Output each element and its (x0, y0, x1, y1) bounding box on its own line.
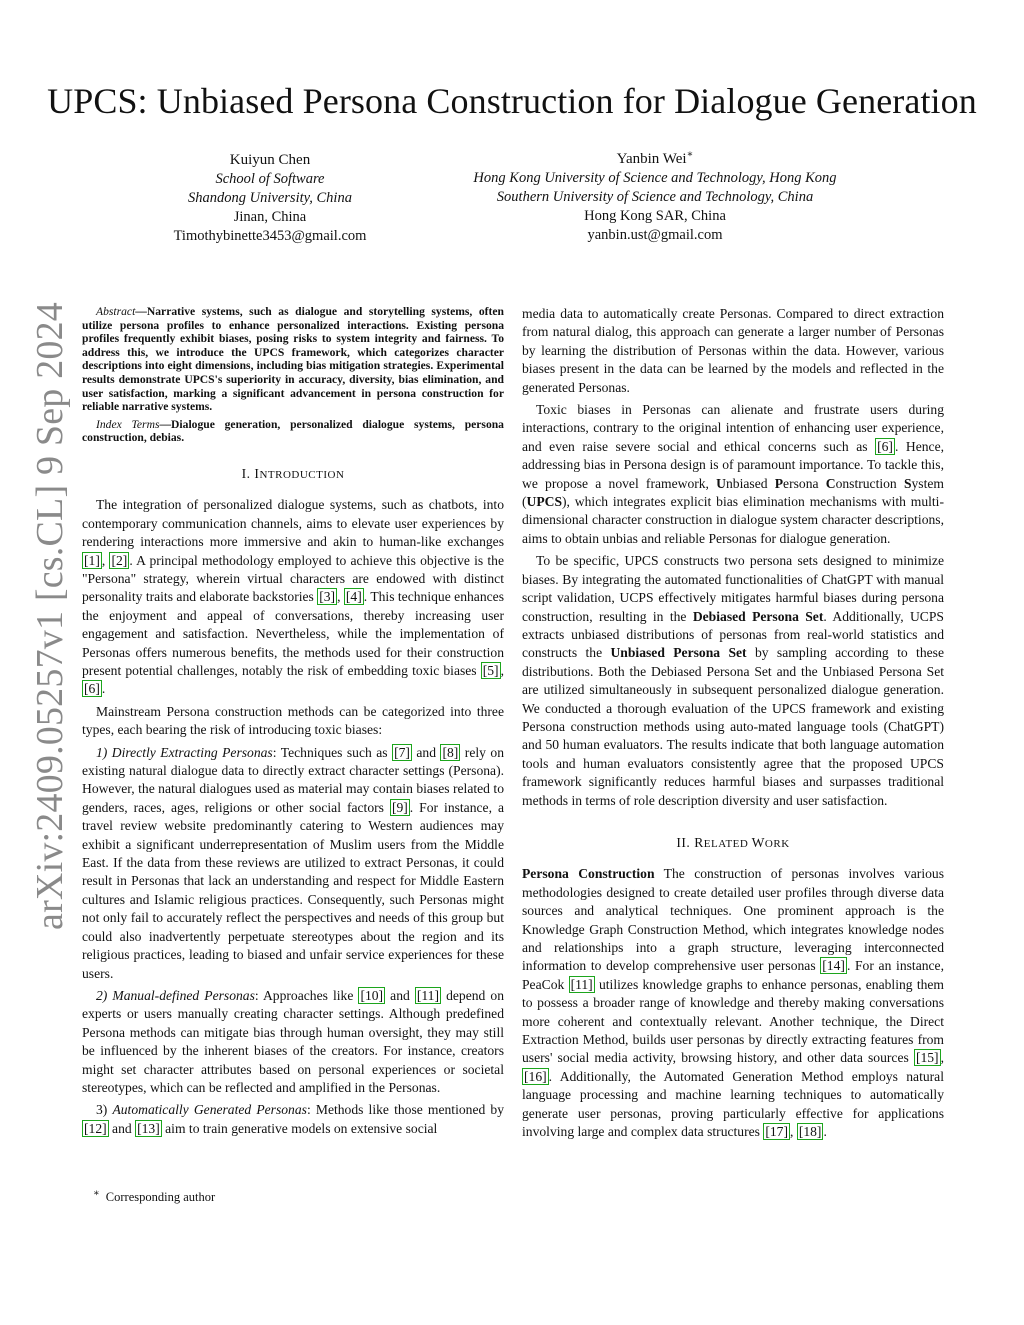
author-location: Jinan, China (233, 209, 307, 225)
author-block-2 (430, 145, 880, 245)
citation-link[interactable]: [11] (570, 976, 593, 992)
author-block-1 (130, 145, 410, 246)
index-terms: Index Terms—Dialogue generation, personalized dialogue systems, persona construction, debias. (82, 417, 504, 445)
author-affiliation: Hong Kong University of Science and Technology, Hong Kong (473, 170, 837, 186)
citation-link[interactable]: [13] (137, 1120, 160, 1136)
citation-link[interactable]: [7] (394, 744, 410, 760)
author-email[interactable]: yanbin.ust@gmail.com (587, 227, 723, 243)
intro-paragraph: 2) Manual-defined Personas: Approaches like [10] and [11] depend on experts or users manually creating character settings. Although predefined Persona methods can mitigate bias through human oversight, they may still be influenced by the inherent biases of the creators. For instance, creators might set character attributes based on personal experiences or societal stereotypes, which can be reflected and amplified in the Personas. (82, 987, 504, 1095)
citation-link[interactable]: [2] (111, 552, 128, 568)
citation-link[interactable]: [8] (442, 744, 459, 760)
related-work-paragraph: Persona Construction The construction of personas involves various methodologies designed to create detailed user profiles through diverse data sources and analytical techniques. One prominent approach is the Knowledge Graph Construction Method, which integrates knowledge nodes and relationships into a graph structure, leveraging interconnected information to develop comprehensive user personas [14] . For an instance, PeaCok [11] utilizes knowledge graphs to enhance personas, enabling them to possess a broader range of knowledge and thereby making conversations more coherent and contextually relevant. Another technique, the Direct Extraction Method, builds user personas by directly extracting features from users' social media activity, browsing history, and other data sources [15] , [16] . Additionally, the Automated Generation Method employs natural language processing and machine learning techniques to automatically generate user personas, proving particularly effective for applications involving large and complex data structures [17] , [18] . (522, 866, 945, 1140)
footnote: ∗ Corresponding author (93, 1188, 216, 1205)
author-affiliation: School of Software (215, 171, 325, 187)
citation-link[interactable]: [6] (877, 438, 893, 454)
section-heading-related-work: II. RELATED WORK (676, 834, 790, 850)
citation-link[interactable]: [9] (391, 799, 408, 815)
intro-paragraph: Mainstream Persona construction methods can be categorized into three types, each bearing the risk of introducing toxic biases: (82, 703, 504, 738)
author-affiliation: Shandong University, China (188, 190, 352, 206)
intro-paragraph: 1) Directly Extracting Personas: Techniques such as [7] and [8] rely on existing natural dialogue data to directly extract character settings (Persona). However, the natural dialogues used as material may contain biases related to genders, races, ages, religions or other social factors [9] . For instance, a travel review website predominantly catering to Western audiences may exhibit a significant underrepresentation of Muslim users from the Middle East. If the data from these reviews are utilized to extract Personas, it could result in Personas that lack an understanding and respect for Middle Eastern cultures and Islamic religious practices. Consequently, such Personas might not only fail to accurately reflect the perspectives and needs of this group but could also inadvertently perpetuate stereotypes about the region and its religious practices, leading to biased and unfair service experiences for these users. (82, 744, 505, 981)
citation-link[interactable]: [5] (482, 663, 499, 678)
author-affiliation: Southern University of Science and Technology, China (496, 189, 814, 205)
paper-title: UPCS: Unbiased Persona Construction for Dialogue Generation (47, 81, 977, 121)
author-name: Kuiyun Chen (229, 152, 311, 168)
arxiv-identifier: arXiv:2409.05257v1 [cs.CL] 9 Sep 2024 (29, 302, 71, 930)
citation-link[interactable]: [14] (822, 958, 845, 974)
citation-link[interactable]: [15] (915, 1050, 939, 1066)
citation-link[interactable]: [4] (345, 589, 362, 605)
citation-link[interactable]: [3] (319, 589, 336, 605)
left-column (82, 305, 504, 1142)
abstract: Abstract—Narrative systems, such as dialogue and storytelling systems, often utilize persona profiles to enhance personalized interactions. Existing persona profiles frequently exhibit biases, posing risks to system integrity and fairness. To address this, we introduce the UPCS framework, which categorizes character descriptions into eight dimensions, including bias mitigation strategies. Experimental results demonstrate UPCS's superiority in accuracy, diversity, bias elimination, and user satisfaction, marking a significant advancement in persona construction for reliable narrative systems. (82, 305, 504, 414)
right-column (522, 305, 944, 1145)
citation-link[interactable]: [12] (84, 1120, 107, 1136)
intro-paragraph: The integration of personalized dialogue systems, such as chatbots, into contemporary communication channels, aims to elevate user experiences by rendering interactions more immersive and akin to human-like exchanges [1] , [2] . A principal methodology employed to achieve this objective is the "Persona" strategy, wherein virtual characters are endowed with distinct personality traits and elaborate backstories [3] , [4] . This technique enhances the enjoyment and appeal of conversations, thereby increasing user engagement and satisfaction. Nevertheless, while the implementation of Personas offers numerous benefits, the methods used for their construction present potential challenges, notably the risk of embedding toxic biases [5] , [6] . (82, 497, 504, 697)
citation-link[interactable]: [10] (360, 987, 384, 1003)
author-name: Yanbin Wei∗ (616, 149, 694, 167)
citation-link[interactable]: [17] (765, 1124, 789, 1140)
intro-paragraph: 3) Automatically Generated Personas: Methods like those mentioned by [12] and [13] aim to train generative models on extensive social (84, 1102, 504, 1136)
citation-link[interactable]: [11] (416, 987, 440, 1003)
citation-link[interactable]: [6] (84, 681, 100, 697)
citation-link[interactable]: [16] (524, 1068, 547, 1084)
citation-link[interactable]: [18] (798, 1124, 822, 1140)
body-paragraph: Toxic biases in Personas can alienate and frustrate users during interactions, contrary to the original intention of enhancing user experience, and even raise severe social and ethical concerns such as [6] . Hence, addressing bias in Persona design is of paramount importance. To tackle this, we propose a novel framework, Unbiased Persona Construction System (UPCS), which integrates explicit bias elimination mechanisms with multi-dimensional character construction in dialogue system character descriptions, aims to obtain unbias and reliable Personas for dialogue generation. (522, 402, 944, 546)
author-email[interactable]: Timothybinette3453@gmail.com (173, 228, 367, 244)
author-location: Hong Kong SAR, China (584, 208, 726, 224)
section-heading-introduction: I. INTRODUCTION (241, 465, 345, 481)
body-paragraph: media data to automatically create Personas. Compared to direct extraction from natural dialog, this approach can generate a larger number of Personas by learning the distribution of Personas within the data. However, various biases present in the data can be learned by the models and reflected in the generated Personas. (522, 306, 944, 395)
body-paragraph: To be specific, UPCS constructs two persona sets designed to minimize biases. By integrating the automated functionalities of ChatGPT with manual script validation, UCPS effectively mitigates harmful biases during persona construction, resulting in the Debiased Persona Set. Additionally, UCPS extracts unbiased distributions of personas from real-world statistics and constructs the Unbiased Persona Set by sampling according to these distributions. Both the Debiased Persona Set and the Unbiased Persona Set are utilized simultaneously in subsequent personalized dialogue generation. We conducted a thorough evaluation of the UPCS framework and existing Persona construction methods using auto-mated language tools (ChatGPT) and 50 human evaluators. The results indicate that both language automation tools and human evaluators consistently agree that the proposed UPCS framework significantly reduces harmful biases and surpasses traditional methods in terms of role description diversity and user satisfaction. (522, 553, 944, 808)
citation-link[interactable]: [1] (84, 552, 100, 568)
